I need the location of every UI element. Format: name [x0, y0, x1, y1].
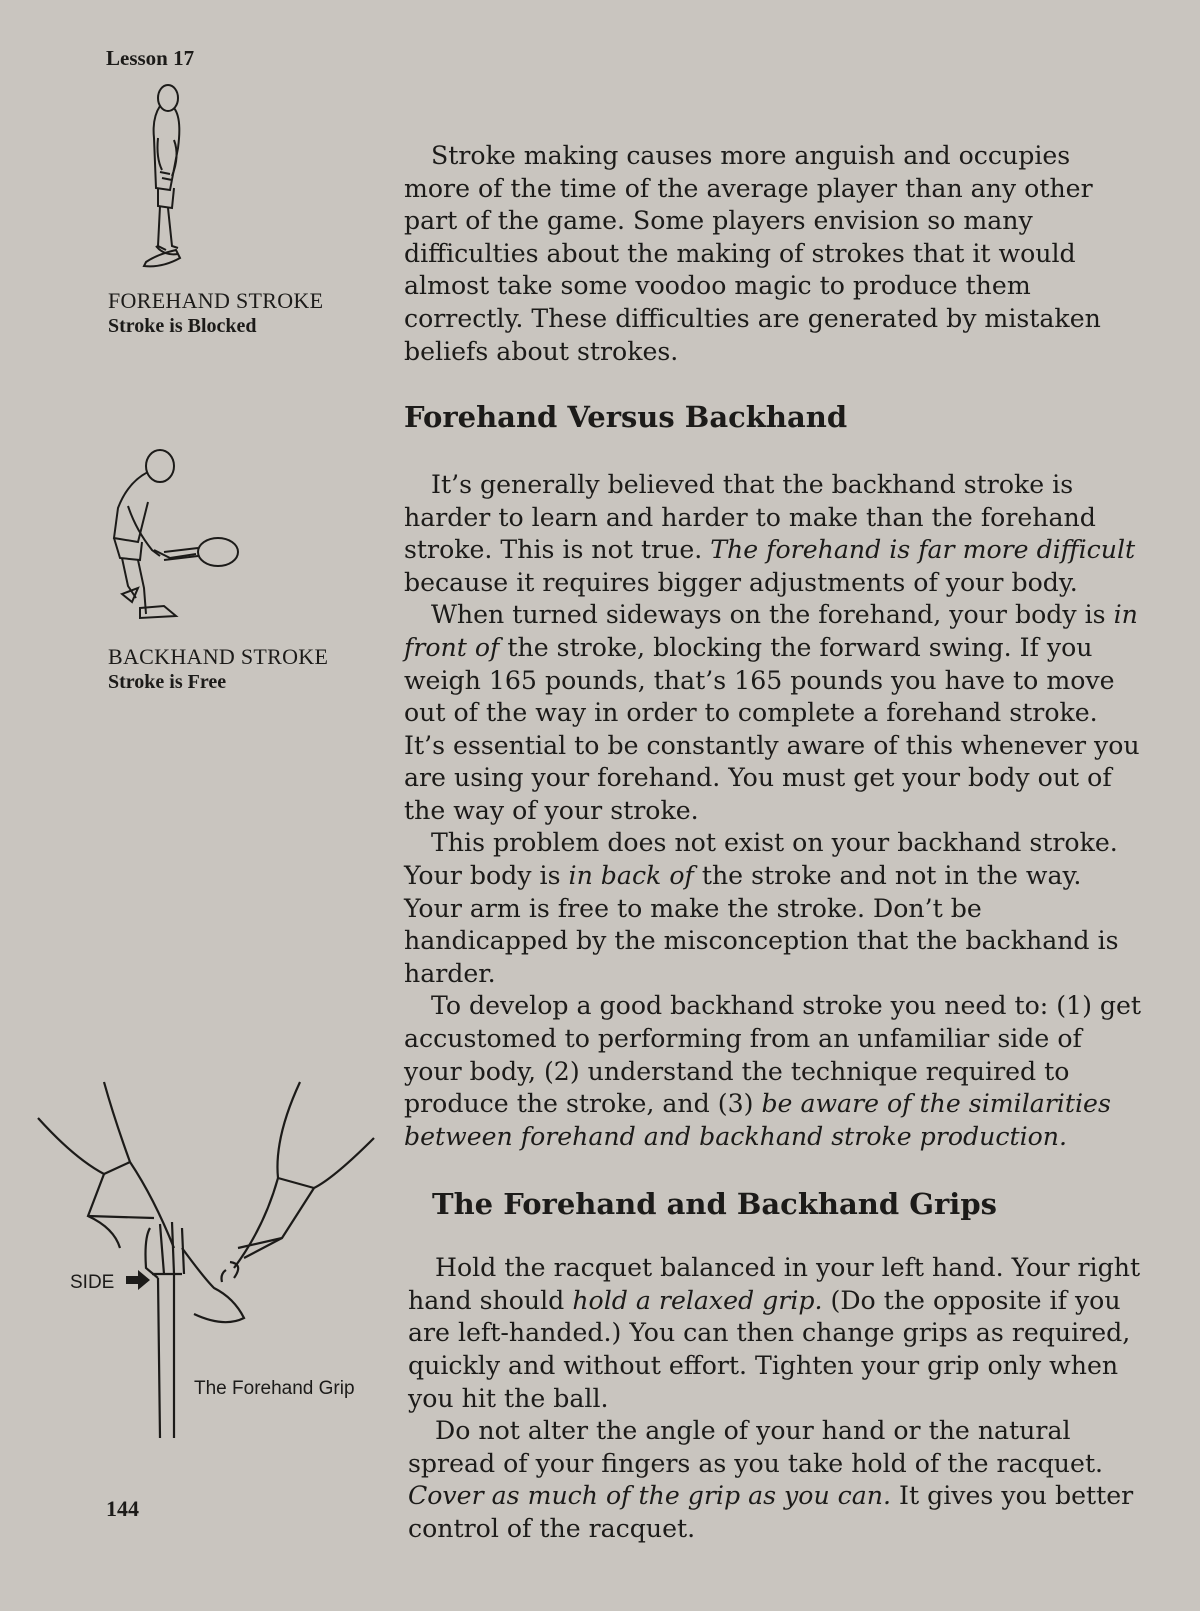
paragraph: It’s generally believed that the backhand stroke is harder to learn and harder to make than the forehand stroke. This is not true. The forehand is far more difficult because it requires bigger adjustments of your body.	[404, 469, 1136, 597]
paragraph: This problem does not exist on your backhand stroke. Your body is in back of the stroke and not in the way. Your arm is free to make the stroke. Don’t be handicapped by the misconception that the backhand is harder.	[404, 828, 1119, 988]
forehand-grip-caption: The Forehand Grip	[194, 1378, 355, 1399]
arrow-right-icon	[126, 1270, 150, 1290]
forehand-player-icon	[138, 78, 228, 278]
paragraph: To develop a good backhand stroke you need to: (1) get accustomed to performing from an unfamiliar side of your body, (2) understand the technique required to produce the stroke, and (3) be aware of the similarities between forehand and backhand stroke production.	[404, 991, 1142, 1151]
backhand-subcaption: Stroke is Free	[108, 671, 227, 694]
paragraph: When turned sideways on the forehand, your body is in front of the stroke, blocking the forward swing. If you weigh 165 pounds, that’s 165 pounds you have to move out of the way in order to complete a forehand stroke. It’s essential to be constantly aware of this whenever you are using your forehand. You must get your body out of the way of your stroke.	[404, 600, 1140, 825]
main-text-column	[404, 140, 1144, 1546]
forehand-subcaption: Stroke is Blocked	[108, 315, 257, 338]
lesson-label: Lesson 17	[106, 46, 195, 70]
page-number: 144	[106, 1496, 139, 1521]
intro-paragraph: Stroke making causes more anguish and occupies more of the time of the average player than any other part of the game. Some players envision so many difficulties about the making of strokes that it would almost take some voodoo magic to produce them correctly. These difficulties are generated by mistaken beliefs about strokes.	[404, 141, 1101, 366]
paragraph: Hold the racquet balanced in your left hand. Your right hand should hold a relaxed grip. (Do the opposite if you are left-handed.) You can then change grips as required, quickly and without effort. Tighten your grip only when you hit the ball.	[408, 1253, 1141, 1413]
backhand-player-icon	[108, 446, 248, 626]
section-heading-grips: The Forehand and Backhand Grips	[432, 1187, 997, 1222]
side-label: SIDE	[70, 1272, 115, 1293]
forehand-caption-block	[108, 288, 323, 338]
backhand-caption: BACKHAND STROKE	[108, 644, 329, 669]
backhand-caption-block	[108, 644, 328, 694]
forehand-caption: FOREHAND STROKE	[108, 288, 324, 313]
section-heading-forehand-versus-backhand: Forehand Versus Backhand	[404, 400, 848, 435]
paragraph: Do not alter the angle of your hand or the natural spread of your fingers as you take hold of the racquet. Cover as much of the grip as you can. It gives you better control of the racquet.	[408, 1416, 1134, 1543]
